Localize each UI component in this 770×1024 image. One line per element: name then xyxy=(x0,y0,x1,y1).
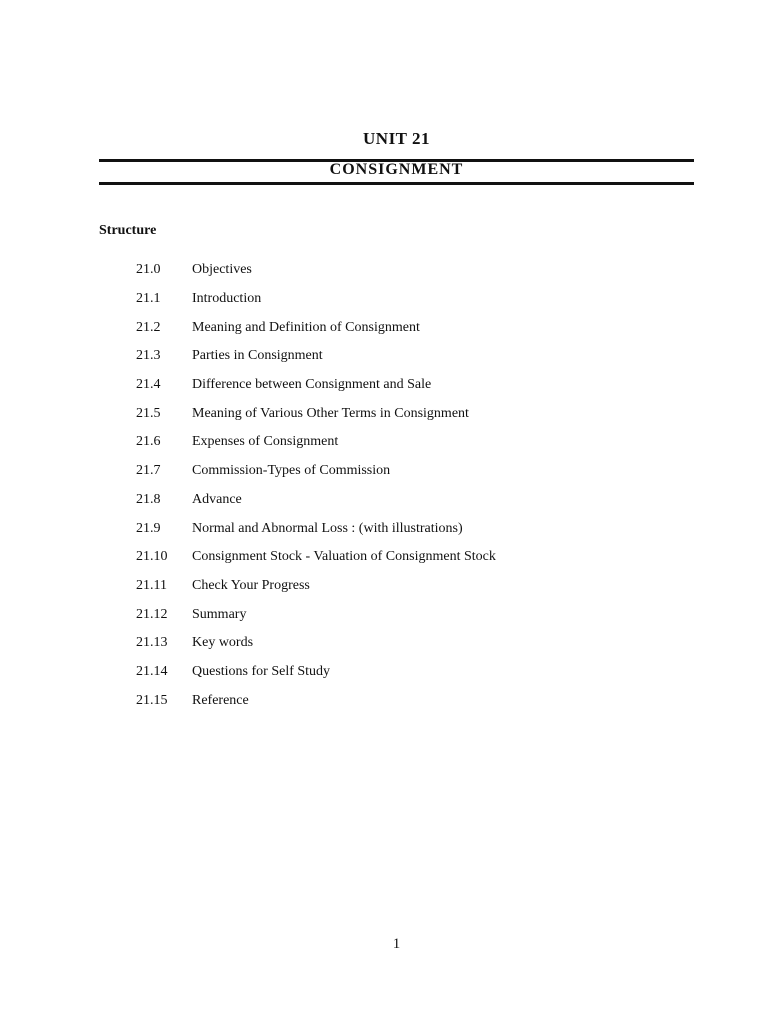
list-item xyxy=(136,629,496,658)
item-number: 21.15 xyxy=(136,692,168,708)
list-item xyxy=(136,342,496,371)
item-title: Key words xyxy=(192,635,254,651)
item-number: 21.9 xyxy=(136,520,161,536)
structure-heading: Structure xyxy=(99,223,157,238)
item-number: 21.14 xyxy=(136,663,168,679)
item-number: 21.1 xyxy=(136,291,161,307)
list-item xyxy=(136,256,496,285)
list-item xyxy=(136,457,496,486)
item-number: 21.7 xyxy=(136,463,161,479)
item-title: Objectives xyxy=(192,262,252,278)
list-item xyxy=(136,658,496,687)
list-item xyxy=(136,285,496,314)
item-number: 21.11 xyxy=(136,577,167,593)
item-title: Check Your Progress xyxy=(192,577,310,593)
structure-list xyxy=(136,256,496,715)
item-number: 21.5 xyxy=(136,405,161,421)
item-number: 21.0 xyxy=(136,262,161,278)
item-number: 21.3 xyxy=(136,348,161,364)
list-item xyxy=(136,428,496,457)
item-title: Introduction xyxy=(192,291,262,307)
item-title: Summary xyxy=(192,606,247,622)
list-item xyxy=(136,686,496,715)
item-title: Questions for Self Study xyxy=(192,663,331,679)
bottom-rule xyxy=(99,182,694,185)
item-title: Difference between Consignment and Sale xyxy=(192,377,432,393)
unit-title: UNIT 21 xyxy=(363,129,430,148)
item-title: Advance xyxy=(192,491,242,507)
item-title: Expenses of Consignment xyxy=(192,434,339,450)
list-item xyxy=(136,371,496,400)
chapter-title: CONSIGNMENT xyxy=(329,161,464,178)
item-number: 21.13 xyxy=(136,635,168,651)
list-item xyxy=(136,313,496,342)
item-number: 21.4 xyxy=(136,377,161,393)
item-title: Normal and Abnormal Loss : (with illustrations) xyxy=(192,520,463,536)
item-number: 21.2 xyxy=(136,319,161,335)
item-number: 21.8 xyxy=(136,491,161,507)
item-number: 21.6 xyxy=(136,434,161,450)
item-title: Reference xyxy=(192,692,249,708)
item-title: Consignment Stock - Valuation of Consignment Stock xyxy=(192,549,496,565)
page-number: 1 xyxy=(392,936,401,952)
item-title: Meaning of Various Other Terms in Consignment xyxy=(192,405,469,421)
list-item xyxy=(136,543,496,572)
list-item xyxy=(136,399,496,428)
list-item xyxy=(136,514,496,543)
item-title: Parties in Consignment xyxy=(192,348,323,364)
list-item xyxy=(136,572,496,601)
item-number: 21.10 xyxy=(136,549,168,565)
item-title: Meaning and Definition of Consignment xyxy=(192,319,420,335)
item-number: 21.12 xyxy=(136,606,168,622)
list-item xyxy=(136,486,496,515)
item-title: Commission-Types of Commission xyxy=(192,463,391,479)
list-item xyxy=(136,600,496,629)
